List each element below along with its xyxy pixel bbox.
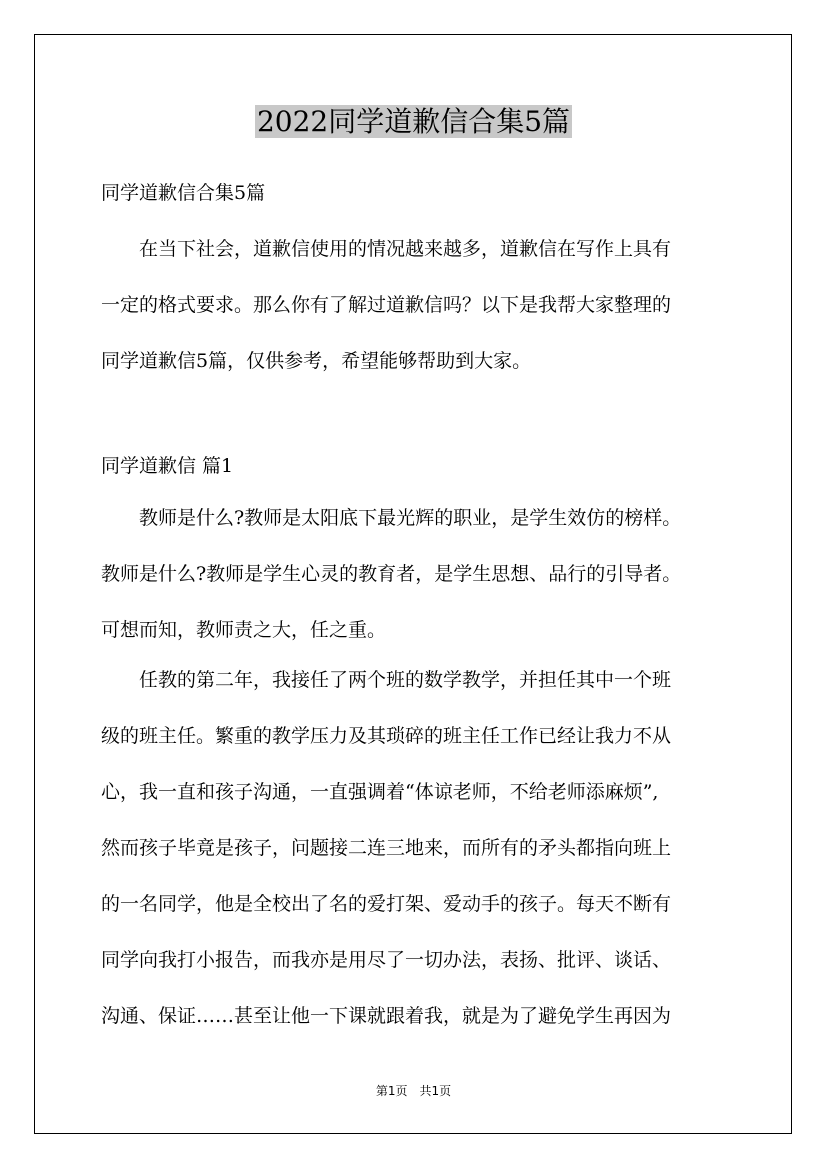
paragraph-line: 可想而知，教师责之大，任之重。 — [101, 619, 387, 641]
page-footer: 第1页 共1页 — [375, 1084, 452, 1098]
paragraph-line: 任教的第二年，我接任了两个班的数学教学，并担任其中一个班 — [101, 669, 672, 691]
intro-paragraph — [101, 221, 741, 389]
intro-line: 同学道歉信5篇，仅供参考，希望能够帮助到大家。 — [101, 350, 532, 372]
document-subtitle: 同学道歉信合集5篇 — [101, 182, 266, 204]
paragraph-1 — [101, 490, 741, 658]
paragraph-line: 然而孩子毕竟是孩子，问题接二连三地来，而所有的矛头都指向班上 — [101, 837, 672, 859]
document-title-text: 2022同学道歉信合集5篇 — [256, 105, 571, 138]
paragraph-line: 心，我一直和孩子沟通，一直强调着“体谅老师，不给老师添麻烦”, — [101, 781, 659, 803]
intro-line: 一定的格式要求。那么你有了解过道歉信吗？以下是我帮大家整理的 — [101, 294, 672, 316]
section-heading: 同学道歉信 篇1 — [101, 455, 234, 477]
paragraph-line: 的一名同学，他是全校出了名的爱打架、爱动手的孩子。每天不断有 — [101, 893, 672, 915]
paragraph-line: 教师是什么?教师是太阳底下最光辉的职业，是学生效仿的榜样。 — [101, 507, 682, 529]
paragraph-line: 教师是什么?教师是学生心灵的教育者，是学生思想、品行的引导者。 — [101, 563, 682, 585]
paragraph-line: 同学向我打小报告，而我亦是用尽了一切办法，表扬、批评、谈话、 — [101, 949, 672, 971]
intro-line: 在当下社会，道歉信使用的情况越来越多，道歉信在写作上具有 — [101, 238, 672, 260]
document-title — [0, 98, 827, 146]
paragraph-2 — [101, 652, 741, 1044]
paragraph-line: 沟通、保证……甚至让他一下课就跟着我，就是为了避免学生再因为 — [101, 1005, 672, 1027]
paragraph-line: 级的班主任。繁重的教学压力及其琐碎的班主任工作已经让我力不从 — [101, 725, 672, 747]
